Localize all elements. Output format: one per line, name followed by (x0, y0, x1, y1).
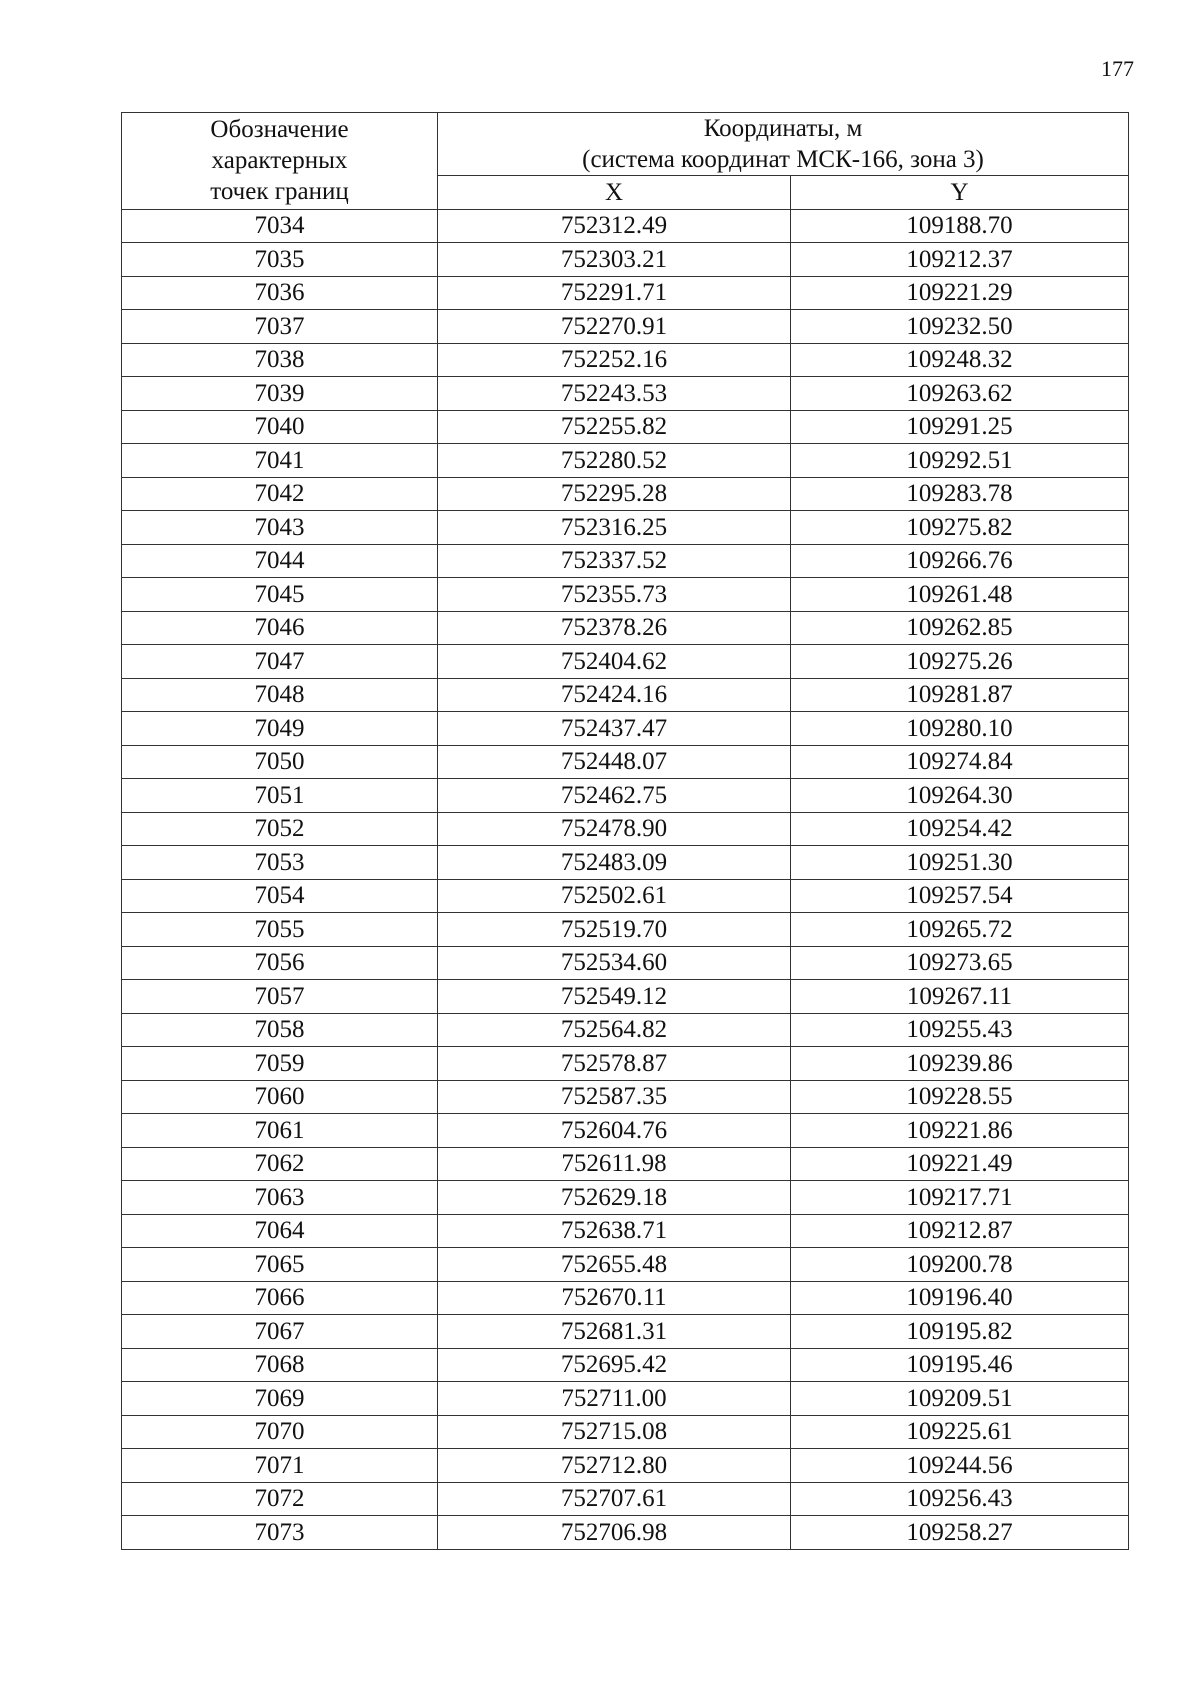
table-row (122, 1415, 1129, 1449)
x-coordinate-cell: 752448.07 (438, 745, 791, 779)
y-coordinate-cell: 109212.87 (791, 1214, 1129, 1248)
y-coordinate-cell: 109225.61 (791, 1415, 1129, 1449)
point-id-cell: 7062 (122, 1147, 438, 1181)
point-id-cell: 7036 (122, 276, 438, 310)
x-coordinate-cell: 752587.35 (438, 1080, 791, 1114)
table-row (122, 1281, 1129, 1315)
y-column-header: Y (791, 176, 1129, 210)
coordinates-header-line: (система координат МСК-166, зона 3) (582, 146, 984, 173)
point-id-cell: 7059 (122, 1047, 438, 1081)
y-coordinate-cell: 109291.25 (791, 410, 1129, 444)
table-row (122, 712, 1129, 746)
table-row (122, 846, 1129, 880)
table-row (122, 310, 1129, 344)
x-coordinate-cell: 752638.71 (438, 1214, 791, 1248)
table-row (122, 745, 1129, 779)
point-id-cell: 7051 (122, 779, 438, 813)
point-id-cell: 7054 (122, 879, 438, 913)
point-id-cell: 7056 (122, 946, 438, 980)
y-coordinate-cell: 109283.78 (791, 477, 1129, 511)
page-number: 177 (1101, 56, 1134, 81)
point-id-cell: 7046 (122, 611, 438, 645)
x-coordinate-cell: 752437.47 (438, 712, 791, 746)
y-coordinate-cell: 109257.54 (791, 879, 1129, 913)
x-coordinate-cell: 752578.87 (438, 1047, 791, 1081)
point-id-cell: 7066 (122, 1281, 438, 1315)
x-coordinate-cell: 752255.82 (438, 410, 791, 444)
point-id-cell: 7049 (122, 712, 438, 746)
x-coordinate-cell: 752280.52 (438, 444, 791, 478)
point-id-cell: 7037 (122, 310, 438, 344)
y-coordinate-cell: 109273.65 (791, 946, 1129, 980)
table-row (122, 1516, 1129, 1550)
x-coordinate-cell: 752478.90 (438, 812, 791, 846)
y-coordinate-cell: 109274.84 (791, 745, 1129, 779)
table-row (122, 879, 1129, 913)
y-coordinate-cell: 109221.49 (791, 1147, 1129, 1181)
point-id-cell: 7070 (122, 1415, 438, 1449)
point-id-cell: 7038 (122, 343, 438, 377)
y-coordinate-cell: 109255.43 (791, 1013, 1129, 1047)
point-id-cell: 7069 (122, 1382, 438, 1416)
x-coordinate-cell: 752270.91 (438, 310, 791, 344)
x-coordinate-cell: 752549.12 (438, 980, 791, 1014)
y-coordinate-cell: 109248.32 (791, 343, 1129, 377)
x-coordinate-cell: 752243.53 (438, 377, 791, 411)
table-row (122, 343, 1129, 377)
point-id-cell: 7068 (122, 1348, 438, 1382)
y-coordinate-cell: 109267.11 (791, 980, 1129, 1014)
x-coordinate-cell: 752303.21 (438, 243, 791, 277)
x-coordinate-cell: 752715.08 (438, 1415, 791, 1449)
y-coordinate-cell: 109196.40 (791, 1281, 1129, 1315)
x-coordinate-cell: 752378.26 (438, 611, 791, 645)
y-coordinate-cell: 109221.29 (791, 276, 1129, 310)
y-coordinate-cell: 109244.56 (791, 1449, 1129, 1483)
x-coordinate-cell: 752706.98 (438, 1516, 791, 1550)
x-coordinate-cell: 752655.48 (438, 1248, 791, 1282)
table-row (122, 444, 1129, 478)
x-coordinate-cell: 752611.98 (438, 1147, 791, 1181)
x-coordinate-cell: 752564.82 (438, 1013, 791, 1047)
table-row (122, 544, 1129, 578)
y-coordinate-cell: 109221.86 (791, 1114, 1129, 1148)
point-id-cell: 7043 (122, 511, 438, 545)
point-id-cell: 7072 (122, 1482, 438, 1516)
x-coordinate-cell: 752291.71 (438, 276, 791, 310)
x-coordinate-cell: 752252.16 (438, 343, 791, 377)
table-row (122, 913, 1129, 947)
x-coordinate-cell: 752629.18 (438, 1181, 791, 1215)
x-coordinate-cell: 752502.61 (438, 879, 791, 913)
x-coordinate-cell: 752681.31 (438, 1315, 791, 1349)
table-row (122, 1013, 1129, 1047)
x-coordinate-cell: 752707.61 (438, 1482, 791, 1516)
point-id-cell: 7040 (122, 410, 438, 444)
y-coordinate-cell: 109188.70 (791, 209, 1129, 243)
table-row (122, 779, 1129, 813)
table-row (122, 812, 1129, 846)
point-header-line: точек границ (210, 178, 349, 206)
table-row (122, 678, 1129, 712)
point-id-cell: 7041 (122, 444, 438, 478)
point-id-cell: 7065 (122, 1248, 438, 1282)
y-coordinate-cell: 109256.43 (791, 1482, 1129, 1516)
y-coordinate-cell: 109239.86 (791, 1047, 1129, 1081)
table-row (122, 209, 1129, 243)
table-row (122, 477, 1129, 511)
point-id-cell: 7052 (122, 812, 438, 846)
x-coordinate-cell: 752604.76 (438, 1114, 791, 1148)
x-coordinate-cell: 752424.16 (438, 678, 791, 712)
table-row (122, 1047, 1129, 1081)
point-id-cell: 7057 (122, 980, 438, 1014)
y-coordinate-cell: 109254.42 (791, 812, 1129, 846)
point-designation-header (122, 113, 438, 210)
table-row (122, 410, 1129, 444)
point-id-cell: 7053 (122, 846, 438, 880)
x-coordinate-cell: 752355.73 (438, 578, 791, 612)
point-header-line: характерных (211, 147, 348, 175)
table-row (122, 578, 1129, 612)
table-row (122, 276, 1129, 310)
point-id-cell: 7071 (122, 1449, 438, 1483)
y-coordinate-cell: 109264.30 (791, 779, 1129, 813)
table-row (122, 1449, 1129, 1483)
point-header-line: Обозначение (210, 116, 349, 144)
table-body (122, 209, 1129, 1549)
y-coordinate-cell: 109275.26 (791, 645, 1129, 679)
table-row (122, 980, 1129, 1014)
x-coordinate-cell: 752312.49 (438, 209, 791, 243)
y-coordinate-cell: 109209.51 (791, 1382, 1129, 1416)
y-coordinate-cell: 109195.82 (791, 1315, 1129, 1349)
y-coordinate-cell: 109292.51 (791, 444, 1129, 478)
table-row (122, 1114, 1129, 1148)
point-id-cell: 7034 (122, 209, 438, 243)
x-coordinate-cell: 752404.62 (438, 645, 791, 679)
y-coordinate-cell: 109200.78 (791, 1248, 1129, 1282)
x-coordinate-cell: 752670.11 (438, 1281, 791, 1315)
point-id-cell: 7063 (122, 1181, 438, 1215)
table-row (122, 1482, 1129, 1516)
coordinates-header-line: Координаты, м (703, 115, 863, 142)
x-coordinate-cell: 752295.28 (438, 477, 791, 511)
table-row (122, 946, 1129, 980)
y-coordinate-cell: 109228.55 (791, 1080, 1129, 1114)
table-row (122, 1214, 1129, 1248)
y-coordinate-cell: 109232.50 (791, 310, 1129, 344)
y-coordinate-cell: 109251.30 (791, 846, 1129, 880)
point-id-cell: 7042 (122, 477, 438, 511)
y-coordinate-cell: 109261.48 (791, 578, 1129, 612)
table-row (122, 1382, 1129, 1416)
x-coordinate-cell: 752462.75 (438, 779, 791, 813)
table-header (122, 113, 1129, 210)
point-id-cell: 7060 (122, 1080, 438, 1114)
point-id-cell: 7045 (122, 578, 438, 612)
y-coordinate-cell: 109275.82 (791, 511, 1129, 545)
y-coordinate-cell: 109258.27 (791, 1516, 1129, 1550)
point-id-cell: 7035 (122, 243, 438, 277)
point-id-cell: 7064 (122, 1214, 438, 1248)
x-coordinate-cell: 752712.80 (438, 1449, 791, 1483)
y-coordinate-cell: 109217.71 (791, 1181, 1129, 1215)
y-coordinate-cell: 109263.62 (791, 377, 1129, 411)
coordinates-header (438, 113, 1129, 176)
table-row (122, 1315, 1129, 1349)
table-row (122, 1080, 1129, 1114)
x-coordinate-cell: 752337.52 (438, 544, 791, 578)
y-coordinate-cell: 109265.72 (791, 913, 1129, 947)
y-coordinate-cell: 109281.87 (791, 678, 1129, 712)
point-id-cell: 7061 (122, 1114, 438, 1148)
y-coordinate-cell: 109195.46 (791, 1348, 1129, 1382)
x-coordinate-cell: 752695.42 (438, 1348, 791, 1382)
table-row (122, 1248, 1129, 1282)
y-coordinate-cell: 109266.76 (791, 544, 1129, 578)
table-row (122, 1147, 1129, 1181)
table-row (122, 511, 1129, 545)
point-id-cell: 7039 (122, 377, 438, 411)
table-row (122, 611, 1129, 645)
point-id-cell: 7044 (122, 544, 438, 578)
point-id-cell: 7058 (122, 1013, 438, 1047)
table-row (122, 243, 1129, 277)
point-id-cell: 7067 (122, 1315, 438, 1349)
x-column-header: X (438, 176, 791, 210)
coordinates-table (121, 112, 1129, 1550)
table-row (122, 377, 1129, 411)
y-coordinate-cell: 109280.10 (791, 712, 1129, 746)
x-coordinate-cell: 752483.09 (438, 846, 791, 880)
point-id-cell: 7050 (122, 745, 438, 779)
x-coordinate-cell: 752534.60 (438, 946, 791, 980)
x-coordinate-cell: 752711.00 (438, 1382, 791, 1416)
table-row (122, 1181, 1129, 1215)
point-id-cell: 7055 (122, 913, 438, 947)
x-coordinate-cell: 752519.70 (438, 913, 791, 947)
y-coordinate-cell: 109212.37 (791, 243, 1129, 277)
y-coordinate-cell: 109262.85 (791, 611, 1129, 645)
x-coordinate-cell: 752316.25 (438, 511, 791, 545)
point-id-cell: 7047 (122, 645, 438, 679)
point-id-cell: 7048 (122, 678, 438, 712)
table-row (122, 1348, 1129, 1382)
point-id-cell: 7073 (122, 1516, 438, 1550)
table-row (122, 645, 1129, 679)
